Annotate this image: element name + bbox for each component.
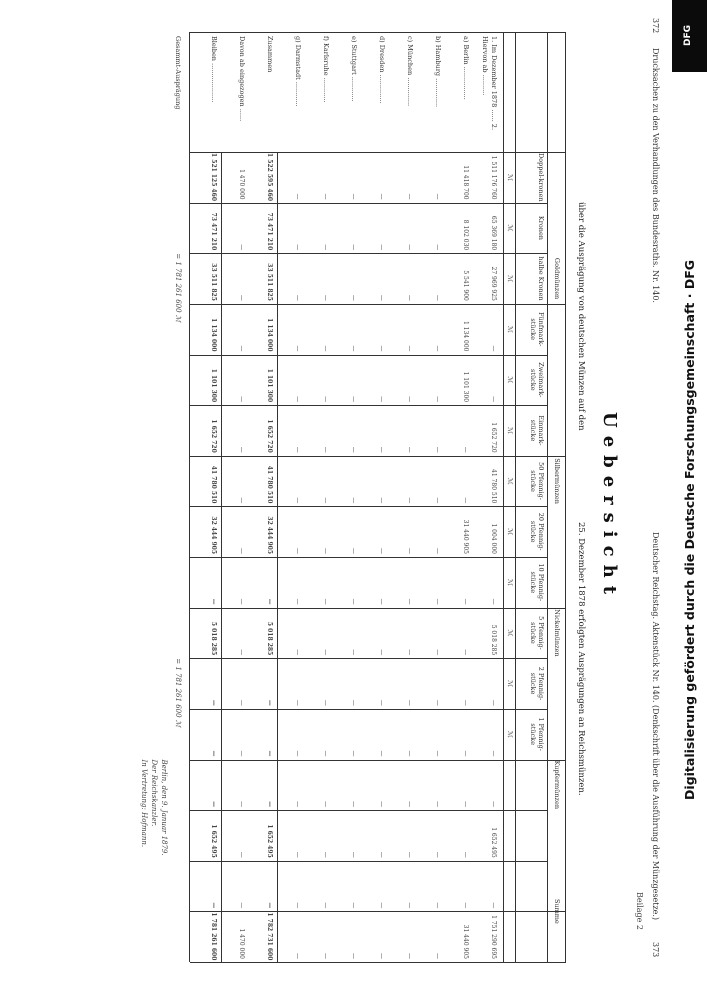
table-cell: — — [238, 345, 245, 352]
unit-row-rule — [515, 32, 516, 962]
table-cell: — — [490, 699, 497, 706]
table-cell: — — [322, 193, 329, 200]
subtitle-right: 25. Dezember 1878 erfolgten Ausprägungen an Reichsmünzen. — [576, 522, 586, 796]
dfg-corner-text: DFG — [683, 24, 693, 46]
table-cell: — — [462, 497, 469, 504]
table-cell: — — [350, 902, 357, 909]
table-cell: — — [238, 902, 245, 909]
table-cell: — — [434, 244, 441, 251]
table-cell: 1 652 720 — [490, 422, 497, 453]
table-cell: — — [238, 598, 245, 605]
table-cell: 31 440 905 — [462, 924, 469, 959]
table-cell: — — [434, 598, 441, 605]
table-cell: 32 444 905 — [210, 516, 217, 554]
table-cell: 73 471 210 — [210, 212, 217, 251]
table-cell: — — [406, 244, 413, 251]
column-sub-header: 10 Pfennig-stücke — [529, 563, 545, 602]
table-cell: — — [378, 750, 385, 757]
table-cell: 73 471 210 — [266, 212, 273, 251]
table-cell: — — [350, 750, 357, 757]
table-cell: — — [406, 953, 413, 959]
table-cell: 41 780 510 — [490, 469, 497, 504]
table-top-rule — [565, 32, 566, 962]
table-cell: — — [350, 396, 357, 403]
signature-line: Berlin, den 9. Januar 1879. — [160, 759, 168, 856]
table-cell: — — [322, 446, 329, 453]
dfg-corner-mark — [672, 0, 707, 72]
table-cell: — — [462, 598, 469, 605]
table-cell: — — [434, 851, 441, 858]
column-sub-header: 20 Pfennig-stücke — [529, 512, 545, 551]
table-cell: — — [406, 193, 413, 200]
table-cell: — — [238, 244, 245, 251]
table-cell: — — [406, 598, 413, 605]
subtotal-rule — [277, 152, 278, 962]
table-cell: — — [490, 902, 497, 909]
column-sub-header: 5 Pfennig-stücke — [529, 616, 545, 650]
page-number-right: 373 — [651, 942, 660, 958]
table-cell: — — [350, 649, 357, 656]
table-cell: — — [434, 953, 441, 959]
table-cell: 1 782 731 600 — [266, 912, 273, 961]
table-cell: — — [238, 699, 245, 706]
table-cell: — — [406, 446, 413, 453]
column-group-header: Nickelmünzen — [553, 609, 561, 657]
table-cell: — — [238, 750, 245, 757]
table-cell: — — [322, 548, 329, 554]
subtotal-rule — [221, 152, 222, 962]
table-cell: — — [238, 497, 245, 504]
table-cell: — — [350, 801, 357, 808]
table-cell: — — [378, 193, 385, 200]
table-cell: 1 781 261 600 — [210, 912, 217, 961]
totals-label: Gesammt-Ausprägung — [174, 36, 182, 110]
table-left-rule — [190, 32, 566, 33]
unit-cell: ℳ — [506, 275, 514, 283]
table-cell: — — [322, 801, 329, 808]
unit-cell: ℳ — [506, 578, 514, 586]
column-sub-header: Doppel-kronen — [537, 152, 545, 202]
table-cell: — — [266, 801, 273, 808]
column-group-header: Kupfermünzen — [553, 760, 561, 810]
table-cell: — — [294, 548, 301, 554]
unit-cell: ℳ — [506, 376, 514, 384]
table-cell: — — [462, 750, 469, 757]
table-cell: — — [266, 598, 273, 605]
table-cell: — — [378, 244, 385, 251]
table-cell: — — [406, 851, 413, 858]
table-cell: — — [294, 750, 301, 757]
table-cell: — — [350, 446, 357, 453]
table-cell: — — [378, 345, 385, 352]
table-cell: — — [378, 851, 385, 858]
table-cell: — — [406, 548, 413, 554]
table-cell: — — [462, 851, 469, 858]
table-cell: — — [210, 598, 217, 605]
column-sub-header: Kronen — [537, 215, 545, 240]
column-sub-header: 50 Pfennig-stücke — [529, 462, 545, 500]
table-cell: — — [322, 244, 329, 251]
grand-total-right: = 1 781 261 600 ℳ — [174, 658, 182, 728]
rotated-document-page — [110, 12, 670, 972]
table-cell: — — [406, 396, 413, 403]
table-cell: — — [322, 902, 329, 909]
table-cell: 1 522 595 460 — [266, 153, 273, 202]
table-cell: 1 134 000 — [462, 320, 469, 352]
table-cell: — — [434, 801, 441, 808]
table-cell: 11 418 700 — [462, 165, 469, 200]
table-cell: — — [406, 699, 413, 706]
table-cell: — — [350, 548, 357, 554]
table-cell: — — [294, 497, 301, 504]
table-cell: — — [490, 750, 497, 757]
table-cell: — — [378, 598, 385, 605]
digitization-credit-strip — [674, 80, 704, 980]
table-cell: — — [350, 244, 357, 251]
table-cell: 41 780 510 — [266, 465, 273, 504]
table-row-label: f) Karlsruhe ............ — [322, 36, 330, 103]
table-cell: 1 470 000 — [238, 928, 245, 959]
table-cell: — — [350, 851, 357, 858]
table-cell: — — [378, 548, 385, 554]
column-sub-header: 2 Pfennig-stücke — [529, 666, 545, 701]
table-cell: 33 511 825 — [210, 263, 217, 301]
grand-total-left: = 1 781 261 600 ℳ — [174, 253, 182, 323]
signature-line: Der Reichskanzler. — [150, 759, 158, 827]
table-row-label: e) Stuttgart ............ — [350, 36, 358, 102]
table-cell: — — [434, 396, 441, 403]
table-cell: — — [322, 345, 329, 352]
table-cell: — — [462, 801, 469, 808]
table-row-label: d) Dresden .............. — [378, 36, 386, 104]
table-cell: — — [294, 193, 301, 200]
table-cell: 1 751 290 695 — [490, 915, 497, 959]
table-cell: 41 780 510 — [210, 465, 217, 504]
group-header-rule — [547, 32, 548, 962]
page-number-left: 372 — [651, 18, 660, 34]
table-cell: — — [406, 902, 413, 909]
table-cell: — — [490, 396, 497, 403]
table-cell: — — [294, 244, 301, 251]
table-cell: — — [490, 345, 497, 352]
table-row-label: c) München .............. — [406, 36, 414, 107]
table-cell: — — [210, 699, 217, 706]
table-cell: — — [322, 294, 329, 301]
table-cell: 5 018 285 — [266, 621, 273, 656]
table-cell: 33 511 825 — [266, 263, 273, 301]
table-cell: — — [462, 649, 469, 656]
table-cell: — — [406, 497, 413, 504]
table-cell: — — [350, 294, 357, 301]
table-cell: — — [462, 446, 469, 453]
table-cell: 1 134 000 — [210, 318, 217, 352]
table-cell: — — [378, 699, 385, 706]
table-cell: 1 652 495 — [210, 824, 217, 858]
table-cell: — — [434, 699, 441, 706]
table-cell: — — [294, 953, 301, 959]
table-cell: — — [322, 750, 329, 757]
table-cell: — — [266, 750, 273, 757]
table-cell: — — [434, 497, 441, 504]
table-cell: 1 101 300 — [266, 368, 273, 403]
table-cell: — — [322, 649, 329, 656]
table-cell: — — [350, 598, 357, 605]
table-cell: — — [378, 649, 385, 656]
table-cell: — — [490, 801, 497, 808]
table-cell: — — [294, 396, 301, 403]
column-sub-header: Einmark-stücke — [529, 415, 545, 446]
table-cell: — — [350, 193, 357, 200]
table-cell: 5 018 285 — [490, 624, 497, 656]
table-cell: 1 470 000 — [238, 169, 245, 200]
table-cell: 27 969 925 — [490, 266, 497, 301]
signature-line: In Vertretung: Hofmann. — [140, 759, 148, 848]
table-cell: — — [322, 953, 329, 959]
unit-cell: ℳ — [506, 730, 514, 738]
table-cell: — — [434, 548, 441, 554]
running-head-left: Drucksachen zu den Verhandlungen des Bundesraths. Nr. 140. — [651, 48, 660, 303]
table-cell: 1 652 720 — [266, 419, 273, 453]
table-cell: — — [294, 699, 301, 706]
document-title: Uebersicht — [599, 412, 620, 603]
table-cell: — — [378, 446, 385, 453]
unit-cell: ℳ — [506, 680, 514, 688]
table-cell: 65 369 180 — [490, 215, 497, 251]
table-cell: — — [378, 294, 385, 301]
unit-cell: ℳ — [506, 173, 514, 181]
unit-cell: ℳ — [506, 528, 514, 536]
table-cell: — — [238, 548, 245, 554]
table-cell: — — [378, 801, 385, 808]
table-cell: — — [434, 193, 441, 200]
table-cell: 1 511 176 760 — [490, 155, 497, 200]
table-cell: — — [378, 902, 385, 909]
table-cell: 1 004 000 — [490, 523, 497, 554]
unit-cell: ℳ — [506, 477, 514, 485]
table-cell: — — [490, 598, 497, 605]
running-head-right: Deutscher Reichstag. Aktenstück Nr. 140. (Denkschrift über die Ausführung der Münzgesetze.) — [651, 532, 660, 921]
table-cell: — — [378, 497, 385, 504]
table-cell: — — [434, 345, 441, 352]
table-cell: 5 018 285 — [210, 621, 217, 656]
table-cell: — — [378, 396, 385, 403]
table-cell: — — [238, 649, 245, 656]
unit-cell: ℳ — [506, 325, 514, 333]
table-cell: — — [238, 396, 245, 403]
table-cell: — — [238, 294, 245, 301]
table-cell: 31 440 905 — [462, 519, 469, 554]
column-sub-header: 1 Pfennig-stücke — [529, 717, 545, 751]
table-cell: — — [210, 750, 217, 757]
table-cell: — — [294, 851, 301, 858]
table-cell: — — [294, 649, 301, 656]
table-cell: 1 652 495 — [490, 827, 497, 858]
table-cell: — — [238, 851, 245, 858]
table-cell: — — [294, 345, 301, 352]
table-cell: — — [406, 345, 413, 352]
table-cell: 1 101 300 — [210, 368, 217, 403]
table-cell: — — [238, 446, 245, 453]
table-cell: — — [294, 294, 301, 301]
column-sub-header: Fünfmark-stücke — [529, 311, 545, 347]
table-cell: — — [322, 396, 329, 403]
table-cell: — — [210, 801, 217, 808]
table-cell: — — [406, 294, 413, 301]
table-cell: — — [350, 497, 357, 504]
table-cell: — — [322, 598, 329, 605]
table-cell: — — [378, 953, 385, 959]
table-cell: 1 521 125 460 — [210, 153, 217, 202]
table-cell: — — [406, 750, 413, 757]
column-group-header: Summe — [553, 898, 561, 924]
table-cell: — — [266, 699, 273, 706]
column-group-header: Silbermünzen — [553, 458, 561, 504]
subtitle-left: über die Ausprägung von deutschen Münzen auf den — [576, 202, 586, 431]
table-cell: — — [434, 446, 441, 453]
table-cell: — — [350, 345, 357, 352]
table-cell: — — [434, 649, 441, 656]
table-cell: — — [266, 902, 273, 909]
column-group-header: Goldmünzen — [553, 257, 561, 300]
table-cell: 1 134 000 — [266, 318, 273, 352]
table-cell: — — [350, 953, 357, 959]
table-bottom-rule — [189, 32, 190, 962]
table-row-label: Bleiben ................... — [210, 36, 218, 103]
table-cell: — — [406, 649, 413, 656]
table-cell: — — [294, 598, 301, 605]
table-cell: — — [322, 851, 329, 858]
unit-cell: ℳ — [506, 426, 514, 434]
unit-cell: ℳ — [506, 629, 514, 637]
header-bottom-rule — [503, 32, 504, 962]
column-sub-header: Zweimark-stücke — [529, 362, 545, 398]
table-cell: — — [434, 902, 441, 909]
table-cell: 8 102 030 — [462, 219, 469, 251]
table-cell: 1 652 720 — [210, 419, 217, 453]
table-cell: — — [462, 902, 469, 909]
table-cell: — — [322, 497, 329, 504]
table-row-label: 1. Im Dezember 1878 ...... 2. Hiervon ab .......... — [481, 36, 498, 131]
table-cell: — — [322, 699, 329, 706]
table-row-label: g) Darmstadt ............ — [294, 36, 302, 107]
table-cell: — — [350, 699, 357, 706]
table-cell: — — [294, 801, 301, 808]
table-cell: — — [462, 699, 469, 706]
column-sub-header: halbe Kronen — [537, 256, 545, 301]
table-cell: 32 444 905 — [266, 516, 273, 554]
table-cell: — — [294, 902, 301, 909]
beilage-label: Beilage 2 — [635, 892, 644, 930]
table-cell: — — [434, 294, 441, 301]
table-row-label: b) Hamburg .............. — [434, 36, 442, 108]
table-cell: 1 101 300 — [462, 371, 469, 403]
table-cell: 1 652 495 — [266, 824, 273, 858]
column-rule — [190, 962, 548, 963]
table-row-label: Zusammen — [266, 36, 274, 73]
table-cell: — — [434, 750, 441, 757]
digitization-credit-text: Digitalisierung gefördert durch die Deutsche Forschungsgemeinschaft · DFG — [681, 260, 697, 800]
table-row-label: a) Berlin ................ — [462, 36, 470, 100]
table-cell: — — [238, 801, 245, 808]
table-row-label: Davon ab eingezogen ...... — [238, 36, 246, 122]
table-cell: — — [406, 801, 413, 808]
table-cell: 5 541 900 — [462, 270, 469, 301]
unit-cell: ℳ — [506, 224, 514, 232]
table-cell: — — [210, 902, 217, 909]
table-cell: — — [294, 446, 301, 453]
